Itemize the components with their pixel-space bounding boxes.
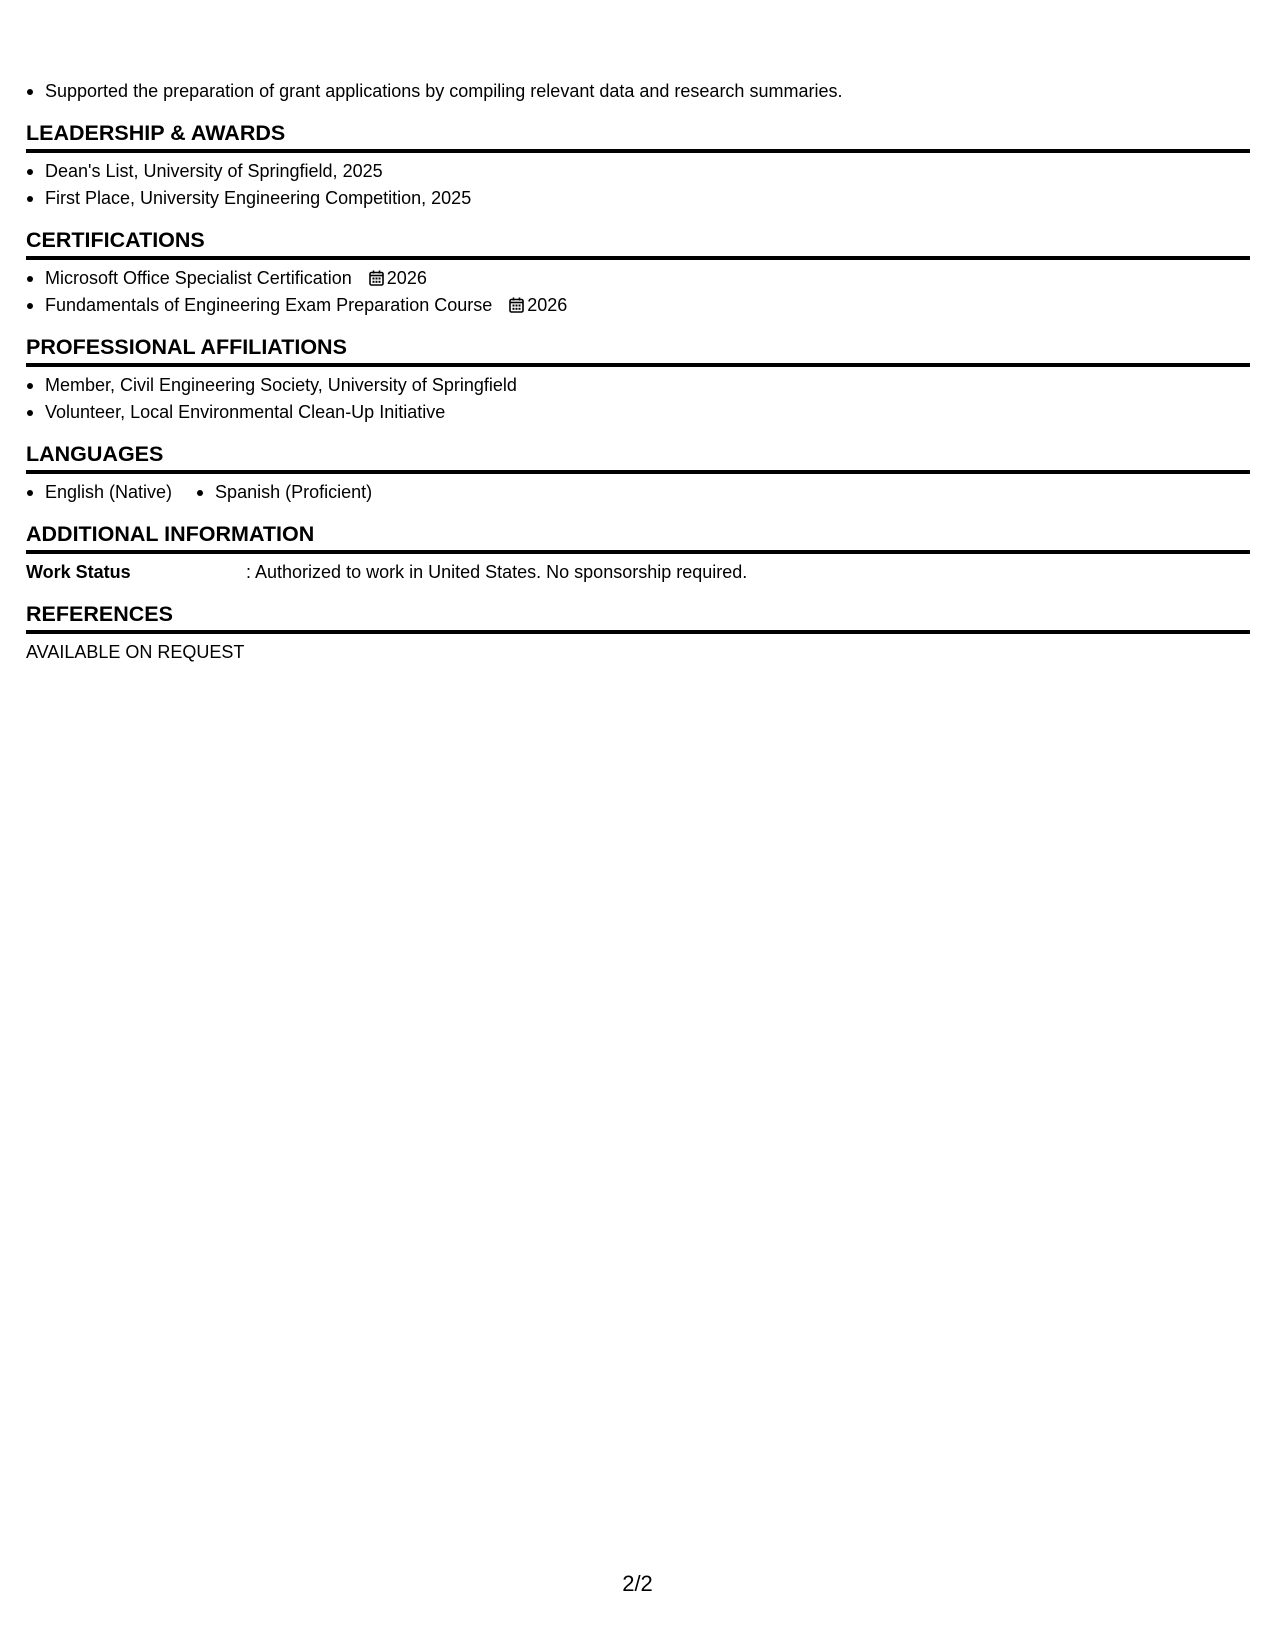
certification-item (26, 292, 1250, 319)
section-heading: ADDITIONAL INFORMATION (26, 520, 1250, 554)
work-status-value: : Authorized to work in United States. No sponsorship required. (246, 562, 748, 582)
section-additional-information (26, 520, 1250, 586)
language-item: Spanish (Proficient) (196, 479, 372, 506)
certifications-list (26, 265, 1250, 319)
resume-content (26, 78, 1250, 666)
references-text: AVAILABLE ON REQUEST (26, 642, 245, 662)
section-heading: CERTIFICATIONS (26, 226, 1250, 260)
section-heading: REFERENCES (26, 600, 1250, 634)
certification-name: Fundamentals of Engineering Exam Preparation Course (45, 295, 493, 315)
certification-year: 2026 (527, 295, 568, 315)
continued-bullet-list (26, 78, 1250, 105)
section-references (26, 600, 1250, 666)
work-status-label: Work Status (26, 562, 131, 582)
calendar-icon (369, 270, 384, 286)
section-heading: LEADERSHIP & AWARDS (26, 119, 1250, 153)
languages-list (26, 479, 1250, 506)
section-heading: LANGUAGES (26, 440, 1250, 474)
certification-name: Microsoft Office Specialist Certification (45, 268, 352, 288)
certification-year: 2026 (386, 268, 427, 288)
language-item: English (Native) (26, 479, 172, 506)
list-item: Supported the preparation of grant applications by compiling relevant data and research summaries. (26, 78, 1250, 105)
section-leadership-awards (26, 119, 1250, 212)
leadership-list (26, 158, 1250, 212)
calendar-icon (509, 297, 524, 313)
affiliations-list (26, 372, 1250, 426)
list-item: Member, Civil Engineering Society, University of Springfield (26, 372, 1250, 399)
section-heading: PROFESSIONAL AFFILIATIONS (26, 333, 1250, 367)
section-certifications (26, 226, 1250, 319)
certification-date (509, 292, 567, 319)
list-item: Volunteer, Local Environmental Clean-Up Initiative (26, 399, 1250, 426)
section-professional-affiliations (26, 333, 1250, 426)
section-languages (26, 440, 1250, 506)
page-number: 2/2 (622, 1571, 653, 1596)
list-item: First Place, University Engineering Competition, 2025 (26, 185, 1250, 212)
certification-date (369, 265, 427, 292)
work-status-row (26, 559, 1250, 586)
certification-item (26, 265, 1250, 292)
list-item: Dean's List, University of Springfield, 2025 (26, 158, 1250, 185)
